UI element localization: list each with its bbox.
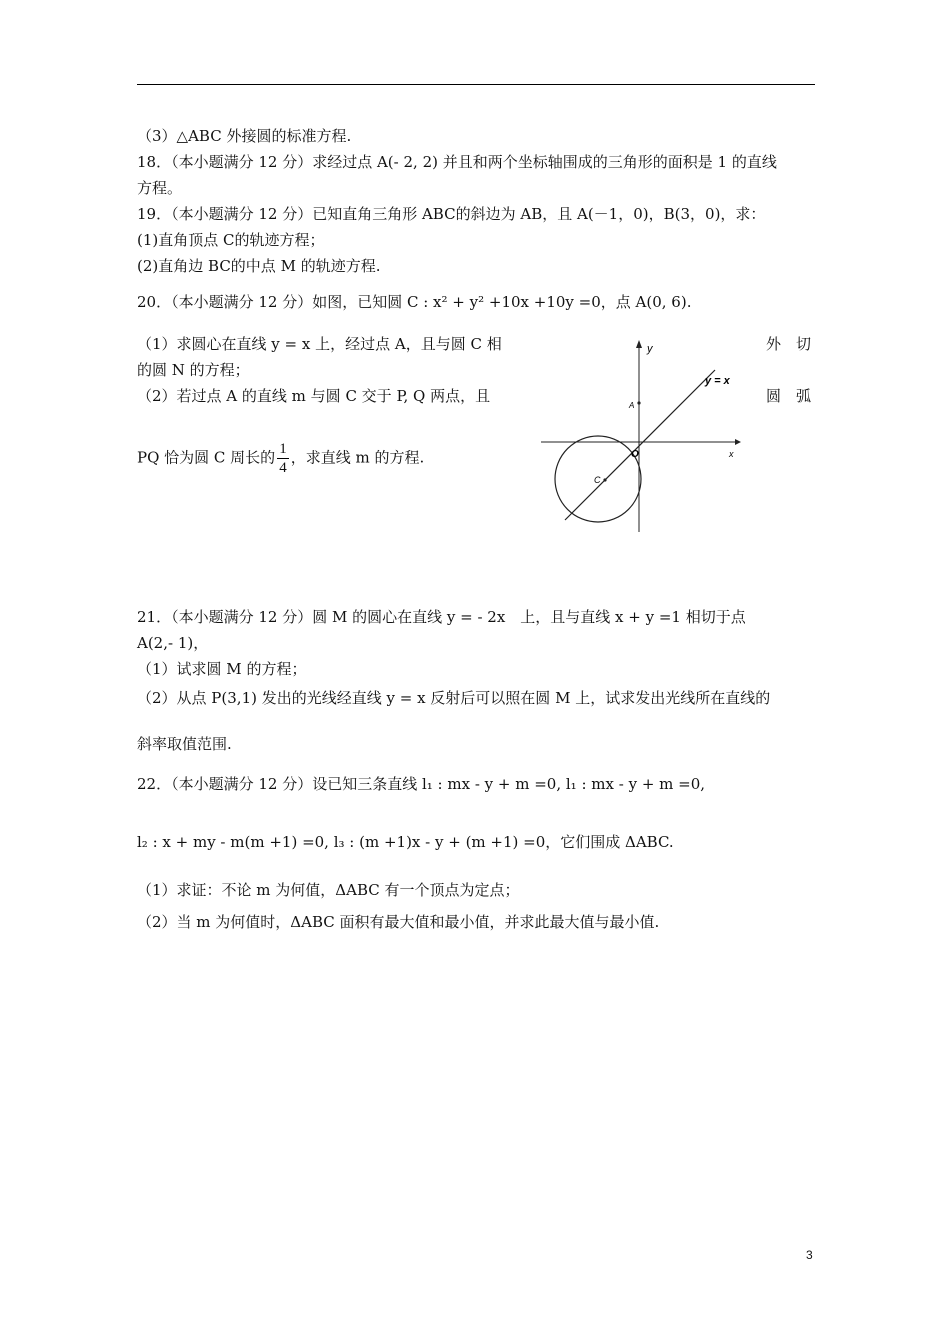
fraction-numerator: 1	[279, 441, 287, 457]
fraction-denominator: 4	[279, 460, 287, 476]
q17-part3: （3）△ABC 外接圆的标准方程.	[137, 127, 352, 145]
q20-part1-line2: 的圆 N 的方程；	[137, 361, 250, 379]
q22-line2: l₂ : x + my - m(m +1) =0, l₃ : (m +1)x - y + (m +1) =0，它们围成 ΔABC.	[137, 833, 674, 851]
q20-part1-tail: 外 切	[766, 335, 812, 353]
y-axis-label: y	[647, 343, 653, 355]
q18-line1: 18．（本小题满分 12 分）求经过点 A(- 2, 2) 并且和两个坐标轴围成的三角形的面积是 1 的直线	[137, 153, 777, 171]
center-label: C	[594, 475, 601, 485]
header-rule	[137, 84, 815, 85]
q21-line2: A(2,- 1)，	[137, 634, 209, 652]
q19-part1: (1)直角顶点 C的轨迹方程；	[137, 231, 325, 249]
q21-part1: （1）试求圆 M 的方程；	[137, 660, 307, 678]
page-number: 3	[806, 1248, 813, 1262]
q21-part2: （2）从点 P(3,1) 发出的光线经直线 y = x 反射后可以照在圆 M 上，试求发出光线所在直线的	[137, 689, 771, 707]
q20-part2-line2	[137, 440, 424, 477]
y-axis-arrow	[636, 340, 642, 348]
line-label: y = x	[705, 375, 730, 387]
q22-line1: 22．（本小题满分 12 分）设已知三条直线 l₁ : mx - y + m =0, l₁ : mx - y + m =0,	[137, 775, 706, 793]
q20-part2-text-pre: PQ 恰为圆 C 周长的	[137, 448, 276, 467]
q22-part2: （2）当 m 为何值时，ΔABC 面积有最大值和最小值，并求此最大值与最小值.	[137, 913, 660, 931]
q21-part2-line2: 斜率取值范围.	[137, 735, 232, 753]
fraction-one-quarter	[277, 440, 289, 477]
q19-part2: (2)直角边 BC的中点 M 的轨迹方程.	[137, 257, 381, 275]
q18-line2: 方程。	[137, 179, 183, 197]
center-point	[603, 478, 606, 481]
circle-figure	[537, 336, 747, 532]
point-a-label: A	[629, 401, 635, 410]
q20-part1: （1）求圆心在直线 y = x 上，经过点 A，且与圆 C 相	[137, 335, 502, 353]
q22-part1: （1）求证：不论 m 为何值，ΔABC 有一个顶点为定点；	[137, 881, 520, 899]
x-axis-label: x	[729, 449, 734, 459]
q20-part2-text-post: ，求直线 m 的方程.	[290, 448, 425, 467]
q20-part2: （2）若过点 A 的直线 m 与圆 C 交于 P, Q 两点，且	[137, 387, 491, 405]
q20-part2-tail: 圆 弧	[766, 387, 812, 405]
origin-label: O	[631, 449, 639, 460]
x-axis-arrow	[735, 439, 741, 445]
line-y-equals-x	[565, 370, 715, 520]
q20-line1: 20．（本小题满分 12 分）如图，已知圆 C : x² + y² +10x +10y =0，点 A(0, 6).	[137, 293, 692, 311]
q19-line1: 19．（本小题满分 12 分）已知直角三角形 ABC的斜边为 AB，且 A(－1，0)，B(3，0)，求：	[137, 205, 766, 223]
point-a	[637, 401, 640, 404]
q21-line1: 21．（本小题满分 12 分）圆 M 的圆心在直线 y = - 2x 上，且与直线 x + y =1 相切于点	[137, 608, 746, 626]
